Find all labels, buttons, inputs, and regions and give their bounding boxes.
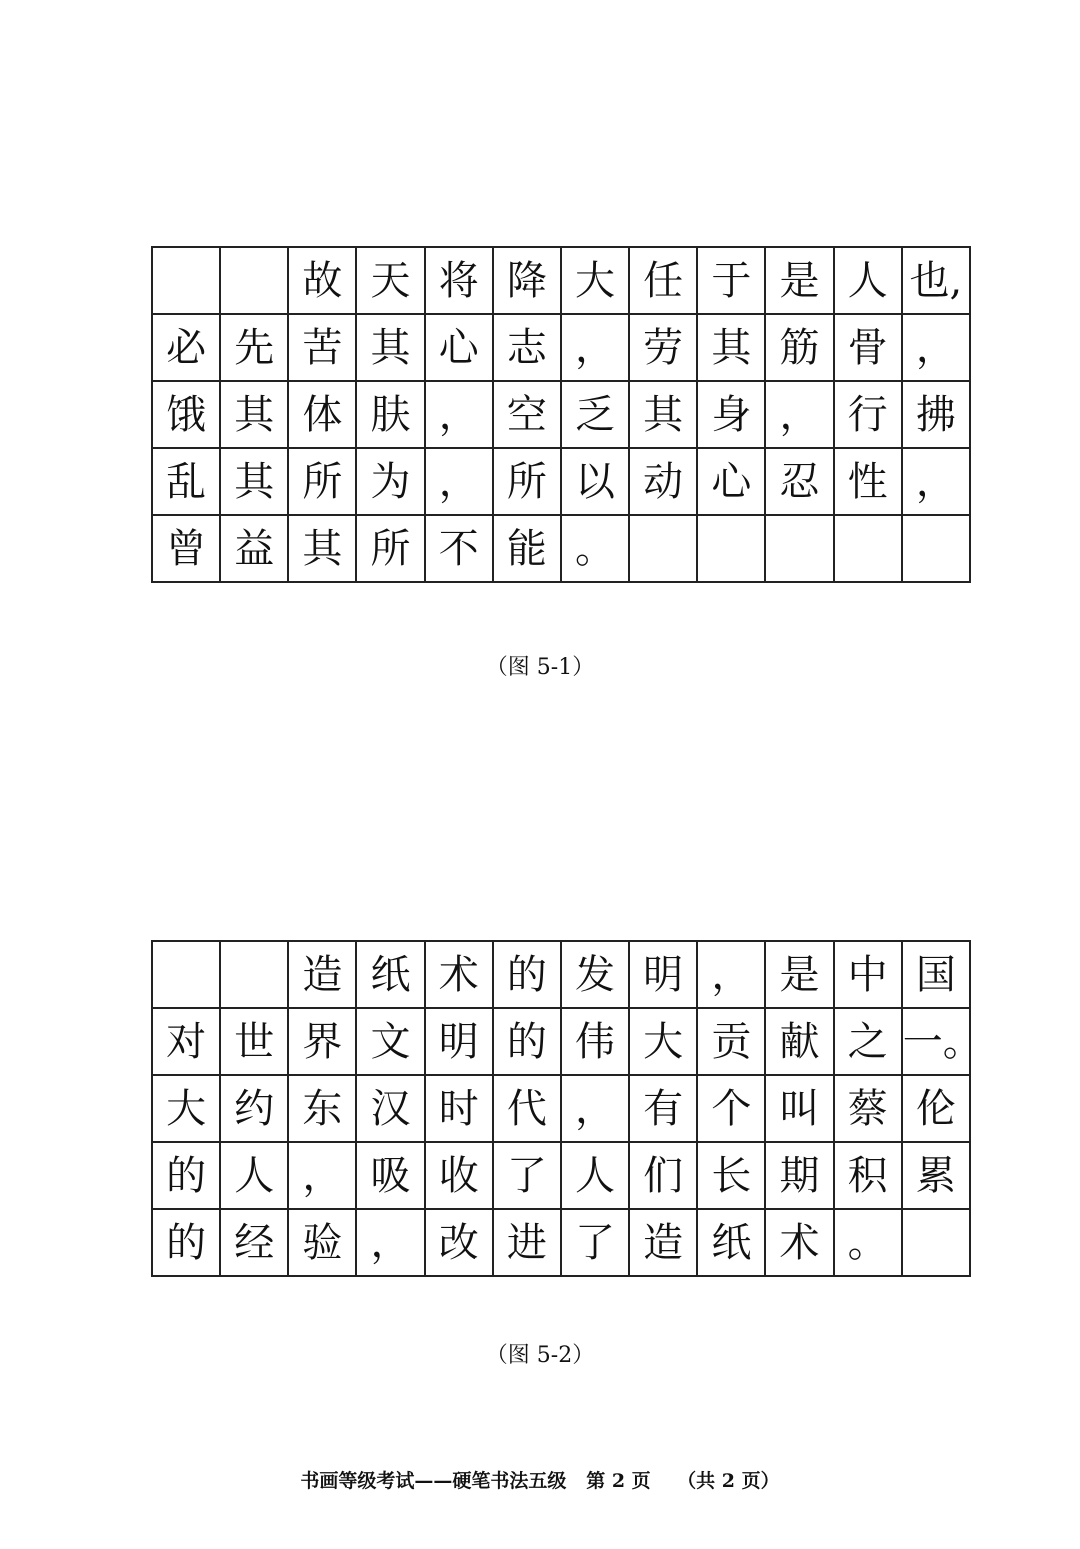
- grid-cell: 任: [629, 247, 697, 314]
- grid-cell: ，: [902, 448, 970, 515]
- grid-cell: 吸: [356, 1142, 424, 1209]
- grid-row: [152, 381, 970, 448]
- grid-cell: 于: [697, 247, 765, 314]
- grid-cell: 的: [493, 941, 561, 1008]
- grid-cell: 蔡: [834, 1075, 902, 1142]
- grid-cell: 之: [834, 1008, 902, 1075]
- grid-cell: 伦: [902, 1075, 970, 1142]
- grid-cell: 必: [152, 314, 220, 381]
- grid-cell: 进: [493, 1209, 561, 1276]
- grid-row: [152, 515, 970, 582]
- grid-cell: 为: [356, 448, 424, 515]
- grid-cell: 明: [629, 941, 697, 1008]
- grid-cell: 。: [834, 1209, 902, 1276]
- grid-cell: 不: [425, 515, 493, 582]
- grid-cell: ，: [288, 1142, 356, 1209]
- grid-cell: 骨: [834, 314, 902, 381]
- grid-cell: 动: [629, 448, 697, 515]
- grid-cell: 心: [425, 314, 493, 381]
- grid-cell: 们: [629, 1142, 697, 1209]
- grid-cell: 所: [288, 448, 356, 515]
- grid-cell: 其: [220, 381, 288, 448]
- grid-cell: 纸: [697, 1209, 765, 1276]
- grid-row: [152, 1075, 970, 1142]
- grid-cell: 一。: [902, 1008, 970, 1075]
- grid-cell: 明: [425, 1008, 493, 1075]
- grid-row: [152, 941, 970, 1008]
- grid-cell: 身: [697, 381, 765, 448]
- grid-cell: 空: [493, 381, 561, 448]
- grid-cell: ，: [697, 941, 765, 1008]
- grid-cell: 所: [356, 515, 424, 582]
- grid-cell: 纸: [356, 941, 424, 1008]
- grid-cell: 劳: [629, 314, 697, 381]
- grid-row: [152, 1142, 970, 1209]
- grid-cell: 造: [629, 1209, 697, 1276]
- grid-cell: 行: [834, 381, 902, 448]
- grid-cell: 大: [629, 1008, 697, 1075]
- grid-cell: [152, 941, 220, 1008]
- grid-cell: 国: [902, 941, 970, 1008]
- grid-cell: 苦: [288, 314, 356, 381]
- grid-cell: 叫: [765, 1075, 833, 1142]
- grid-cell: 。: [561, 515, 629, 582]
- grid-cell: 验: [288, 1209, 356, 1276]
- grid-cell: 大: [152, 1075, 220, 1142]
- grid-cell: 先: [220, 314, 288, 381]
- grid-cell: [220, 247, 288, 314]
- grid-cell: ，: [902, 314, 970, 381]
- grid-cell: 经: [220, 1209, 288, 1276]
- grid-cell: 大: [561, 247, 629, 314]
- grid-cell: 曾: [152, 515, 220, 582]
- calligraphy-grid-1: [151, 246, 971, 583]
- grid-cell: 其: [288, 515, 356, 582]
- calligraphy-grid-2: [151, 940, 983, 1277]
- grid-cell: [834, 515, 902, 582]
- grid-cell: ，: [561, 1075, 629, 1142]
- grid-cell: 时: [425, 1075, 493, 1142]
- grid-cell: [902, 515, 970, 582]
- grid-cell: 人: [834, 247, 902, 314]
- grid-cell: 也,: [902, 247, 970, 314]
- grid-cell: 体: [288, 381, 356, 448]
- grid-cell: 界: [288, 1008, 356, 1075]
- grid-cell: 代: [493, 1075, 561, 1142]
- grid-cell: 术: [765, 1209, 833, 1276]
- grid-cell: 的: [493, 1008, 561, 1075]
- grid-cell: 降: [493, 247, 561, 314]
- grid-cell: 性: [834, 448, 902, 515]
- grid-cell: 期: [765, 1142, 833, 1209]
- grid-cell: 了: [493, 1142, 561, 1209]
- grid-cell: 文: [356, 1008, 424, 1075]
- grid-cell: 其: [220, 448, 288, 515]
- grid-cell: 累: [902, 1142, 970, 1209]
- grid-cell: 长: [697, 1142, 765, 1209]
- grid-row: [152, 1209, 970, 1276]
- grid-cell: 心: [697, 448, 765, 515]
- grid-cell: 贡: [697, 1008, 765, 1075]
- figure-caption-5-2: （图 5-2）: [485, 1343, 595, 1368]
- grid-cell: 其: [629, 381, 697, 448]
- grid-cell: 其: [356, 314, 424, 381]
- grid-cell: 改: [425, 1209, 493, 1276]
- grid-cell: 积: [834, 1142, 902, 1209]
- grid-cell: 饿: [152, 381, 220, 448]
- grid-cell: [902, 1209, 970, 1276]
- grid-cell: ，: [425, 448, 493, 515]
- grid-cell: [629, 515, 697, 582]
- grid-cell: 忍: [765, 448, 833, 515]
- grid-cell: [152, 247, 220, 314]
- grid-cell: 发: [561, 941, 629, 1008]
- grid-cell: 是: [765, 247, 833, 314]
- grid-cell: 志: [493, 314, 561, 381]
- grid-cell: [220, 941, 288, 1008]
- grid-cell: [765, 515, 833, 582]
- grid-cell: ，: [425, 381, 493, 448]
- grid-cell: 伟: [561, 1008, 629, 1075]
- grid-cell: 的: [152, 1209, 220, 1276]
- grid-cell: ，: [356, 1209, 424, 1276]
- grid-row: [152, 1008, 970, 1075]
- grid-cell: 汉: [356, 1075, 424, 1142]
- grid-cell: 拂: [902, 381, 970, 448]
- grid-cell: 将: [425, 247, 493, 314]
- grid-cell: 人: [220, 1142, 288, 1209]
- grid-cell: [697, 515, 765, 582]
- grid-cell: 东: [288, 1075, 356, 1142]
- grid-cell: 术: [425, 941, 493, 1008]
- grid-cell: 故: [288, 247, 356, 314]
- grid-cell: 世: [220, 1008, 288, 1075]
- grid-cell: 是: [765, 941, 833, 1008]
- figure-caption-5-1: （图 5-1）: [485, 655, 595, 680]
- grid-cell: 了: [561, 1209, 629, 1276]
- grid-cell: 能: [493, 515, 561, 582]
- grid-cell: 约: [220, 1075, 288, 1142]
- grid-cell: ，: [561, 314, 629, 381]
- grid-cell: 乏: [561, 381, 629, 448]
- grid-cell: 个: [697, 1075, 765, 1142]
- grid-cell: 以: [561, 448, 629, 515]
- grid-cell: 筋: [765, 314, 833, 381]
- grid-row: [152, 247, 970, 314]
- grid-cell: 献: [765, 1008, 833, 1075]
- grid-cell: 对: [152, 1008, 220, 1075]
- grid-cell: 收: [425, 1142, 493, 1209]
- grid-row: [152, 314, 970, 381]
- grid-cell: 肤: [356, 381, 424, 448]
- grid-cell: 造: [288, 941, 356, 1008]
- grid-cell: 有: [629, 1075, 697, 1142]
- grid-cell: 其: [697, 314, 765, 381]
- grid-cell: 所: [493, 448, 561, 515]
- grid-cell: 中: [834, 941, 902, 1008]
- grid-cell: ，: [765, 381, 833, 448]
- grid-row: [152, 448, 970, 515]
- grid-cell: 天: [356, 247, 424, 314]
- grid-cell: 的: [152, 1142, 220, 1209]
- grid-cell: 人: [561, 1142, 629, 1209]
- grid-cell: 乱: [152, 448, 220, 515]
- page-footer: 书画等级考试——硬笔书法五级 第 2 页 （共 2 页）: [300, 1470, 780, 1492]
- grid-cell: 益: [220, 515, 288, 582]
